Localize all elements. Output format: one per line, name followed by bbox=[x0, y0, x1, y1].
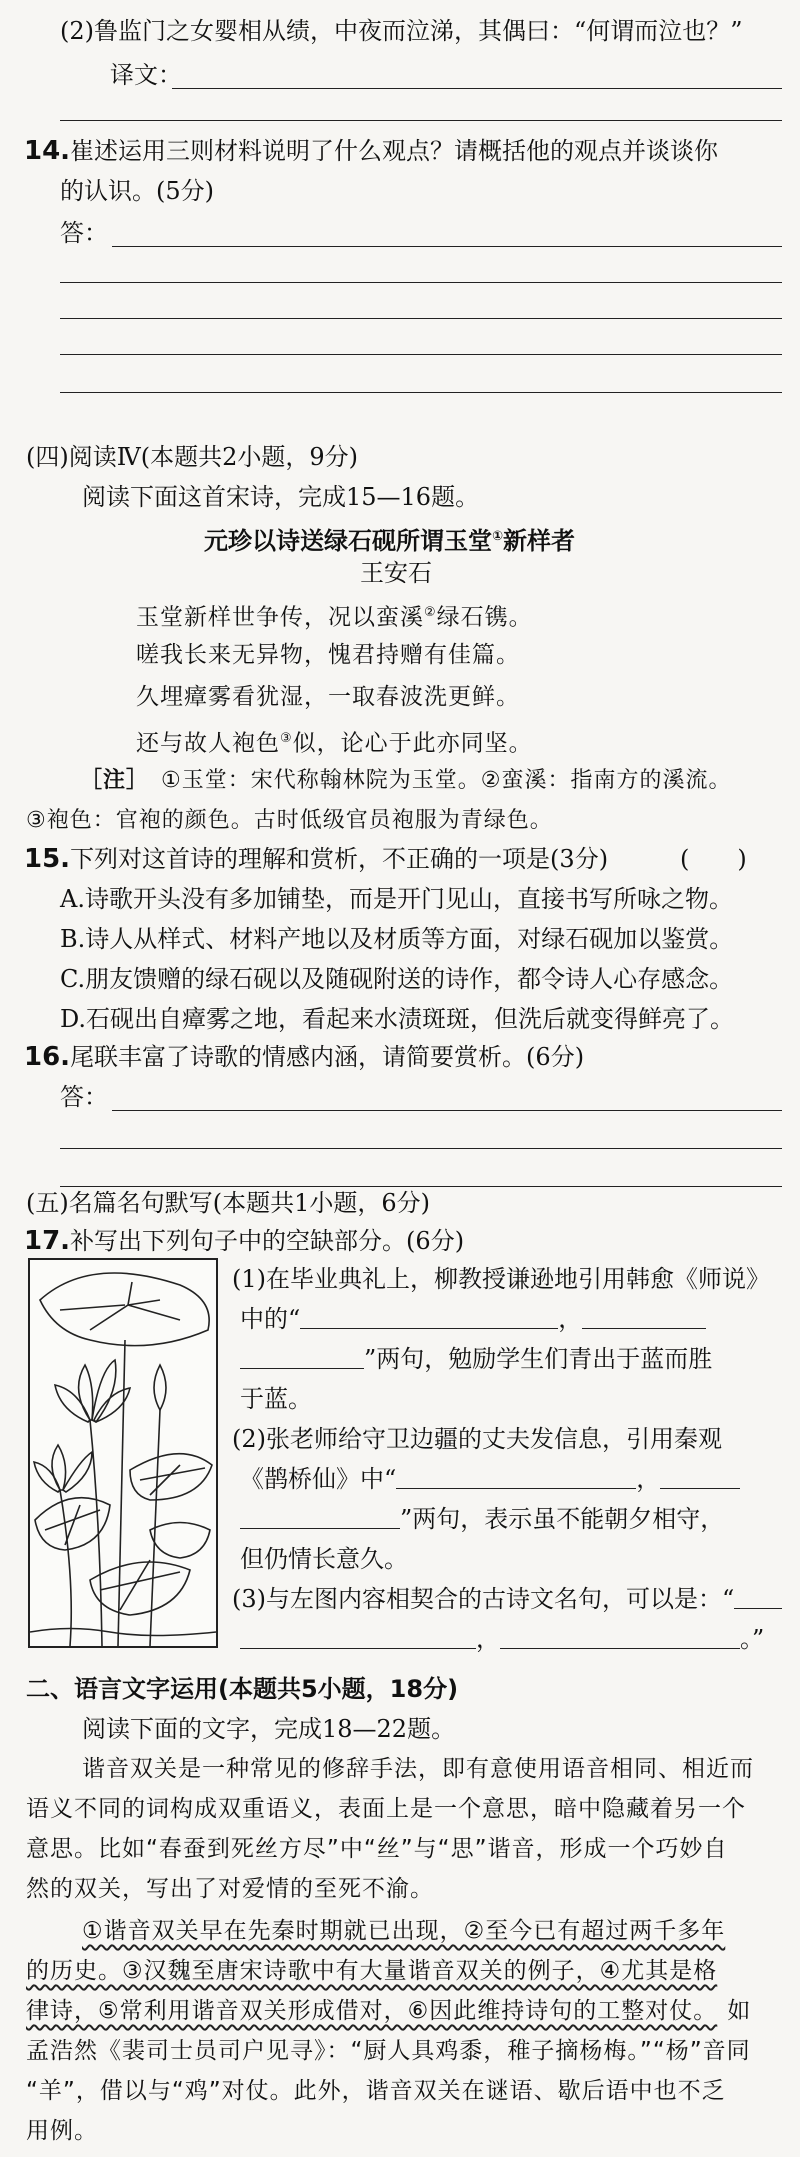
poem-line-1-b: 绿石镌。 bbox=[436, 604, 533, 631]
q16-answer-label: 答： bbox=[60, 1083, 108, 1111]
answer-line[interactable] bbox=[60, 1148, 782, 1149]
answer-line[interactable] bbox=[112, 1110, 782, 1111]
poem-line-4-b: 似，论心于此亦同坚。 bbox=[292, 730, 533, 757]
part2-p2-line6: 用例。 bbox=[26, 2118, 98, 2144]
q15-stem-line bbox=[24, 842, 608, 876]
part2-p1-line1: 谐音双关是一种常见的修辞手法，即有意使用语音相同、相近而 bbox=[82, 1756, 754, 1782]
poem-line-4-note: ③ bbox=[280, 731, 293, 746]
part2-p1-line2: 语义不同的词构成双重语义，表面上是一个意思，暗中隐藏着另一个 bbox=[26, 1796, 746, 1822]
lotus-drawing-icon bbox=[30, 1260, 216, 1646]
answer-line[interactable] bbox=[172, 88, 782, 89]
q17-s3-text: (3)与左图内容相契合的古诗文名句，可以是：“ bbox=[232, 1585, 735, 1613]
q14-answer-label: 答： bbox=[60, 219, 108, 247]
q17-s2-line4: 但仍情长意久。 bbox=[240, 1545, 408, 1573]
q17-s2-close: ”两句，表示虽不能朝夕相守， bbox=[400, 1505, 725, 1533]
note-line-1: ①玉堂：宋代称翰林院为玉堂。②蛮溪：指南方的溪流。 bbox=[161, 768, 732, 793]
q17-s1-close: ”两句，勉励学生们青出于蓝而胜 bbox=[364, 1345, 713, 1373]
q16-number: 16. bbox=[24, 1042, 71, 1072]
q17-number: 17. bbox=[24, 1226, 71, 1256]
q17-s2-line3 bbox=[240, 1502, 724, 1536]
q13-2-sentence: (2)鲁监门之女婴相从绩，中夜而泣涕，其偶曰：“何谓而泣也？” bbox=[60, 17, 743, 45]
q17-s1-line4: 于蓝。 bbox=[240, 1385, 312, 1413]
answer-line[interactable] bbox=[112, 246, 782, 247]
part2-p2-line3-wavy: 律诗，⑤常利用谐音双关形成借对，⑥因此维持诗句的工整对仗。 bbox=[26, 1998, 718, 2024]
q17-s3-line1 bbox=[232, 1582, 782, 1616]
q17-s1-line3 bbox=[240, 1342, 712, 1376]
section4-heading: (四)阅读Ⅳ(本题共2小题，9分) bbox=[26, 443, 358, 471]
part2-p2-line3-tail: 如 bbox=[727, 1998, 752, 2024]
q15-number: 15. bbox=[24, 844, 71, 874]
q17-s3-end: 。” bbox=[740, 1625, 765, 1653]
q17-s3-comma: ， bbox=[476, 1625, 500, 1653]
poem-title-note: ① bbox=[492, 529, 504, 544]
poem-notes-2: ③袍色：官袍的颜色。古时低级官员袍服为青绿色。 bbox=[26, 808, 553, 833]
part2-p1-line4: 然的双关，写出了对爱情的至死不渝。 bbox=[26, 1876, 434, 1902]
poem-line-4 bbox=[136, 722, 533, 761]
q15-stem: 下列对这首诗的理解和赏析，不正确的一项是(3分) bbox=[70, 845, 609, 873]
q13-2-translation-label: 译文： bbox=[110, 61, 182, 89]
fill-blank[interactable] bbox=[500, 1622, 740, 1649]
q15-option-a: A.诗歌开头没有多加铺垫，而是开门见山，直接书写所咏之物。 bbox=[60, 885, 733, 913]
part2-heading: 二、语言文字运用(本题共5小题，18分) bbox=[26, 1675, 459, 1703]
poem-title-tail: 新样者 bbox=[503, 527, 576, 555]
q17-s2-comma: ， bbox=[636, 1465, 661, 1493]
q15-option-d: D.石砚出自瘴雾之地，看起来水渍斑斑，但洗后就变得鲜亮了。 bbox=[60, 1005, 735, 1033]
fill-blank[interactable] bbox=[240, 1622, 476, 1649]
answer-line[interactable] bbox=[60, 318, 782, 319]
q15-answer-paren[interactable]: ( ) bbox=[680, 845, 747, 873]
q17-s1-comma: ， bbox=[558, 1305, 583, 1333]
q17-s2-line2 bbox=[240, 1462, 740, 1496]
poem-line-1-a: 玉堂新样世争传，况以蛮溪 bbox=[136, 604, 424, 631]
q15-option-b: B.诗人从样式、材料产地以及材质等方面，对绿石砚加以鉴赏。 bbox=[60, 925, 734, 953]
fill-blank[interactable] bbox=[660, 1462, 740, 1489]
q16-stem: 尾联丰富了诗歌的情感内涵，请简要赏析。(6分) bbox=[70, 1043, 585, 1071]
section5-heading: (五)名篇名句默写(本题共1小题，6分) bbox=[26, 1189, 430, 1217]
part2-p2-line1: ①谐音双关早在先秦时期就已出现，②至今已有超过两千多年 bbox=[82, 1918, 726, 1944]
note-label: ［注］ bbox=[80, 768, 150, 793]
q17-s2-open: 《鹊桥仙》中“ bbox=[240, 1465, 397, 1493]
poem-title-main: 元珍以诗送绿石砚所谓玉堂 bbox=[204, 527, 492, 555]
q14-number: 14. bbox=[24, 136, 71, 166]
section4-instruction: 阅读下面这首宋诗，完成15—16题。 bbox=[82, 483, 480, 511]
q17-stem-line bbox=[24, 1224, 464, 1258]
poem-notes-1 bbox=[80, 764, 731, 798]
q14-stem-1: 崔述运用三则材料说明了什么观点？请概括他的观点并谈谈你 bbox=[70, 137, 719, 165]
fill-blank[interactable] bbox=[240, 1342, 364, 1369]
part2-p2-line4: 孟浩然《裴司士员司户见寻》：“厨人具鸡黍，稚子摘杨梅。”“杨”音同 bbox=[26, 2038, 751, 2064]
poem-line-3: 久埋瘴雾看犹湿，一取春波洗更鲜。 bbox=[136, 684, 520, 710]
q17-s1-line1: (1)在毕业典礼上，柳教授谦逊地引用韩愈《师说》 bbox=[232, 1265, 770, 1293]
answer-line[interactable] bbox=[60, 282, 782, 283]
fill-blank[interactable] bbox=[734, 1582, 782, 1609]
fill-blank[interactable] bbox=[582, 1302, 706, 1329]
q16-stem-line bbox=[24, 1040, 584, 1074]
poem-author: 王安石 bbox=[360, 559, 432, 587]
q17-s1-line2 bbox=[240, 1302, 706, 1336]
fill-blank[interactable] bbox=[240, 1502, 400, 1529]
fill-blank[interactable] bbox=[300, 1302, 558, 1329]
q17-stem: 补写出下列句子中的空缺部分。(6分) bbox=[70, 1227, 465, 1255]
part2-instruction: 阅读下面的文字，完成18—22题。 bbox=[82, 1715, 456, 1743]
q17-s3-line2 bbox=[240, 1622, 764, 1656]
fill-blank[interactable] bbox=[396, 1462, 636, 1489]
q17-s1-open: 中的“ bbox=[240, 1305, 301, 1333]
answer-line[interactable] bbox=[60, 120, 782, 121]
poem-line-1-note: ② bbox=[424, 605, 437, 620]
q14-line2: 的认识。(5分) bbox=[60, 177, 214, 205]
part2-p1-line3: 意思。比如“春蚕到死丝方尽”中“丝”与“思”谐音，形成一个巧妙自 bbox=[26, 1836, 728, 1862]
part2-p2-line2: 的历史。③汉魏至唐宋诗歌中有大量谐音双关的例子，④尤其是格 bbox=[26, 1958, 718, 1984]
q14-line1 bbox=[24, 134, 718, 168]
part2-p2-line5: “羊”，借以与“鸡”对仗。此外，谐音双关在谜语、歇后语中也不乏 bbox=[26, 2078, 726, 2104]
poem-line-1 bbox=[136, 596, 533, 635]
answer-line[interactable] bbox=[60, 392, 782, 393]
q15-option-c: C.朋友馈赠的绿石砚以及随砚附送的诗作，都令诗人心存感念。 bbox=[60, 965, 734, 993]
poem-title bbox=[204, 520, 575, 558]
q17-s2-line1: (2)张老师给守卫边疆的丈夫发信息，引用秦观 bbox=[232, 1425, 722, 1453]
part2-p2-line3 bbox=[26, 1994, 751, 2028]
lotus-illustration bbox=[28, 1258, 218, 1648]
answer-line[interactable] bbox=[60, 354, 782, 355]
poem-line-2: 嗟我长来无异物，愧君持赠有佳篇。 bbox=[136, 642, 520, 668]
poem-line-4-a: 还与故人袍色 bbox=[136, 730, 280, 757]
